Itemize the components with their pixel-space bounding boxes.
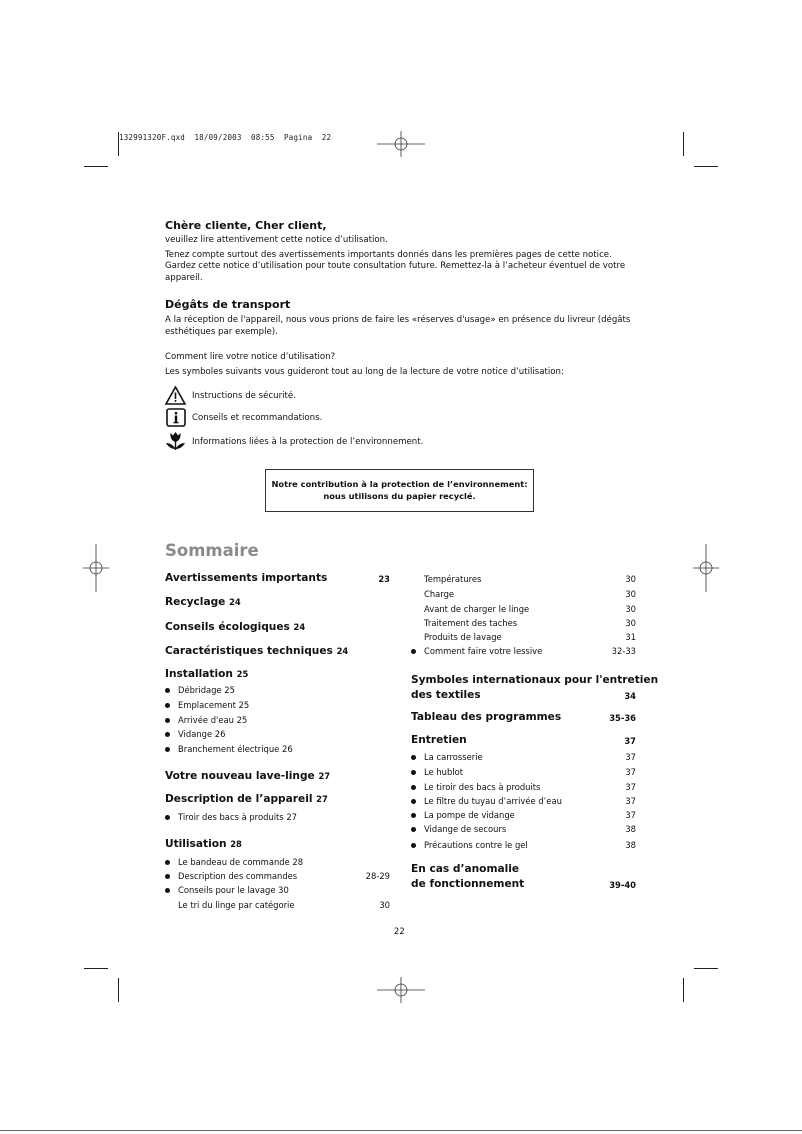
toc-conseils-page: 24 bbox=[293, 622, 306, 632]
registration-mark-left-icon bbox=[83, 544, 109, 592]
toc-entretien: Entretien bbox=[411, 734, 467, 746]
toc-utilisation-commandes: Description des commandes bbox=[178, 871, 298, 881]
page-number: 22 bbox=[394, 926, 405, 936]
toc-entretien-item: La carrosserie bbox=[424, 752, 483, 762]
toc-sub-item: Charge bbox=[424, 589, 455, 599]
toc-sub-item-page: 30 bbox=[625, 574, 636, 584]
toc-description-appareil bbox=[165, 793, 328, 805]
toc-sub-item-page: 30 bbox=[625, 618, 636, 628]
toc-recyclage-page: 24 bbox=[229, 597, 241, 607]
sommaire-title: Sommaire bbox=[165, 541, 259, 560]
toc-description-page: 27 bbox=[316, 794, 328, 804]
toc-sub-item: Produits de lavage bbox=[424, 632, 502, 642]
flower-icon bbox=[165, 431, 186, 451]
recycled-paper-notice bbox=[265, 469, 534, 512]
toc-entretien-item: Vidange de secours bbox=[424, 824, 507, 834]
toc-entretien-page: 37 bbox=[624, 736, 636, 746]
toc-installation-page: 25 bbox=[236, 669, 249, 679]
howto-line: Les symboles suivants vous guideront tout au long de la lecture de votre notice d’utilisation: bbox=[165, 367, 564, 377]
toc-sub-item: Traitement des taches bbox=[424, 618, 518, 628]
toc-anomalie-line-2: de fonctionnement bbox=[411, 878, 525, 890]
toc-conseils-ecologiques bbox=[165, 621, 305, 633]
toc-comment-lessive: Comment faire votre lessive bbox=[424, 646, 543, 656]
file-slug: 132991320F.qxd 18/09/2003 08:55 Pagina 22 bbox=[119, 133, 332, 142]
toc-entretien-item: Le hublot bbox=[424, 767, 463, 777]
toc-description-label: Description de l’appareil bbox=[165, 793, 313, 805]
toc-entretien-item-page: 37 bbox=[625, 796, 636, 806]
intro-line: veuillez lire attentivement cette notice d’utilisation. bbox=[165, 235, 388, 245]
transport-line-1: A la réception de l'appareil, nous vous prions de faire les «réserves d'usage» en présence du livreur (dégâts bbox=[165, 315, 631, 325]
toc-anomalie-line-1: En cas d’anomalie bbox=[411, 863, 520, 875]
toc-entretien-item: Le filtre du tuyau d’arrivée d’eau bbox=[424, 796, 562, 806]
toc-entretien-item-page: 38 bbox=[625, 824, 636, 834]
toc-nouveau-page: 27 bbox=[318, 771, 331, 781]
toc-installation-label: Installation bbox=[165, 668, 233, 680]
symbol-environment-label: Informations liées à la protection de l’environnement. bbox=[192, 437, 424, 447]
toc-entretien-item-page: 38 bbox=[625, 840, 636, 850]
notice-line-2: nous utilisons du papier recyclé. bbox=[323, 490, 476, 501]
toc-tableau-page: 35-36 bbox=[609, 713, 636, 723]
toc-entretien-item-page: 37 bbox=[625, 752, 636, 762]
transport-line-2: esthétiques par exemple). bbox=[165, 327, 278, 337]
transport-heading: Dégâts de transport bbox=[165, 298, 291, 311]
intro-para-1: Tenez compte surtout des avertissements importants donnés dans les premières pages de cette notice. bbox=[165, 250, 612, 260]
greeting-heading: Chère cliente, Cher client, bbox=[165, 219, 327, 232]
toc-installation-item: Débridage 25 bbox=[178, 685, 235, 695]
registration-mark-top-icon bbox=[377, 131, 425, 157]
toc-utilisation-bandeau: Le bandeau de commande 28 bbox=[178, 857, 304, 867]
howto-question: Comment lire votre notice d’utilisation? bbox=[165, 352, 336, 362]
toc-entretien-item-page: 37 bbox=[625, 810, 636, 820]
toc-utilisation-conseils: Conseils pour le lavage 30 bbox=[178, 885, 289, 895]
toc-comment-lessive-page: 32-33 bbox=[611, 646, 636, 656]
toc-utilisation-tri: Le tri du linge par catégorie bbox=[178, 900, 295, 910]
toc-entretien-item: Le tiroir des bacs à produits bbox=[424, 782, 541, 792]
toc-installation-item: Vidange 26 bbox=[178, 729, 226, 739]
toc-nouveau-lave-linge bbox=[165, 770, 330, 782]
warning-triangle-icon bbox=[165, 386, 186, 405]
info-icon bbox=[166, 408, 186, 427]
registration-mark-bottom-icon bbox=[377, 977, 425, 1003]
toc-entretien-item-page: 37 bbox=[625, 782, 636, 792]
toc-installation-item: Arrivée d'eau 25 bbox=[178, 715, 248, 725]
toc-sub-item-page: 30 bbox=[625, 604, 636, 614]
toc-utilisation bbox=[165, 838, 242, 850]
toc-symboles-page: 34 bbox=[624, 691, 636, 701]
toc-installation-item: Emplacement 25 bbox=[178, 700, 250, 710]
registration-mark-right-icon bbox=[693, 544, 719, 592]
toc-entretien-item-page: 37 bbox=[625, 767, 636, 777]
toc-utilisation-commandes-page: 28-29 bbox=[365, 871, 390, 881]
toc-description-item: Tiroir des bacs à produits 27 bbox=[178, 812, 297, 822]
toc-avertissements: Avertissements importants bbox=[165, 572, 328, 584]
toc-sub-item-page: 31 bbox=[625, 632, 636, 642]
toc-entretien-item: La pompe de vidange bbox=[424, 810, 515, 820]
toc-utilisation-page: 28 bbox=[230, 839, 242, 849]
toc-sub-item: Températures bbox=[424, 574, 482, 584]
toc-utilisation-label: Utilisation bbox=[165, 838, 227, 850]
toc-symboles-line-2: des textiles bbox=[411, 689, 481, 701]
toc-installation-item: Branchement électrique 26 bbox=[178, 744, 293, 754]
toc-conseils-label: Conseils écologiques bbox=[165, 621, 290, 633]
toc-caracteristiques bbox=[165, 645, 348, 657]
toc-carac-page: 24 bbox=[336, 646, 349, 656]
notice-line-1: Notre contribution à la protection de l’environnement: bbox=[271, 479, 528, 489]
toc-recyclage-label: Recyclage bbox=[165, 596, 226, 608]
toc-nouveau-label: Votre nouveau lave-linge bbox=[165, 770, 315, 782]
toc-sub-item-page: 30 bbox=[625, 589, 636, 599]
symbol-safety-label: Instructions de sécurité. bbox=[192, 391, 296, 401]
toc-sub-item: Avant de charger le linge bbox=[424, 604, 530, 614]
toc-carac-label: Caractéristiques techniques bbox=[165, 645, 333, 657]
toc-symboles-line-1: Symboles internationaux pour l'entretien bbox=[411, 674, 659, 686]
toc-recyclage bbox=[165, 596, 241, 608]
toc-installation bbox=[165, 668, 248, 680]
toc-utilisation-tri-page: 30 bbox=[379, 900, 390, 910]
symbol-tips-label: Conseils et recommandations. bbox=[192, 413, 323, 423]
intro-para-2: Gardez cette notice d’utilisation pour toute consultation future. Remettez-la à l’acheteur éventuel de votre bbox=[165, 261, 626, 271]
intro-para-3: appareil. bbox=[165, 273, 203, 283]
toc-entretien-item: Précautions contre le gel bbox=[424, 840, 528, 850]
toc-avertissements-page: 23 bbox=[378, 574, 390, 584]
toc-tableau-programmes: Tableau des programmes bbox=[411, 711, 562, 723]
toc-anomalie-page: 39-40 bbox=[609, 880, 636, 890]
